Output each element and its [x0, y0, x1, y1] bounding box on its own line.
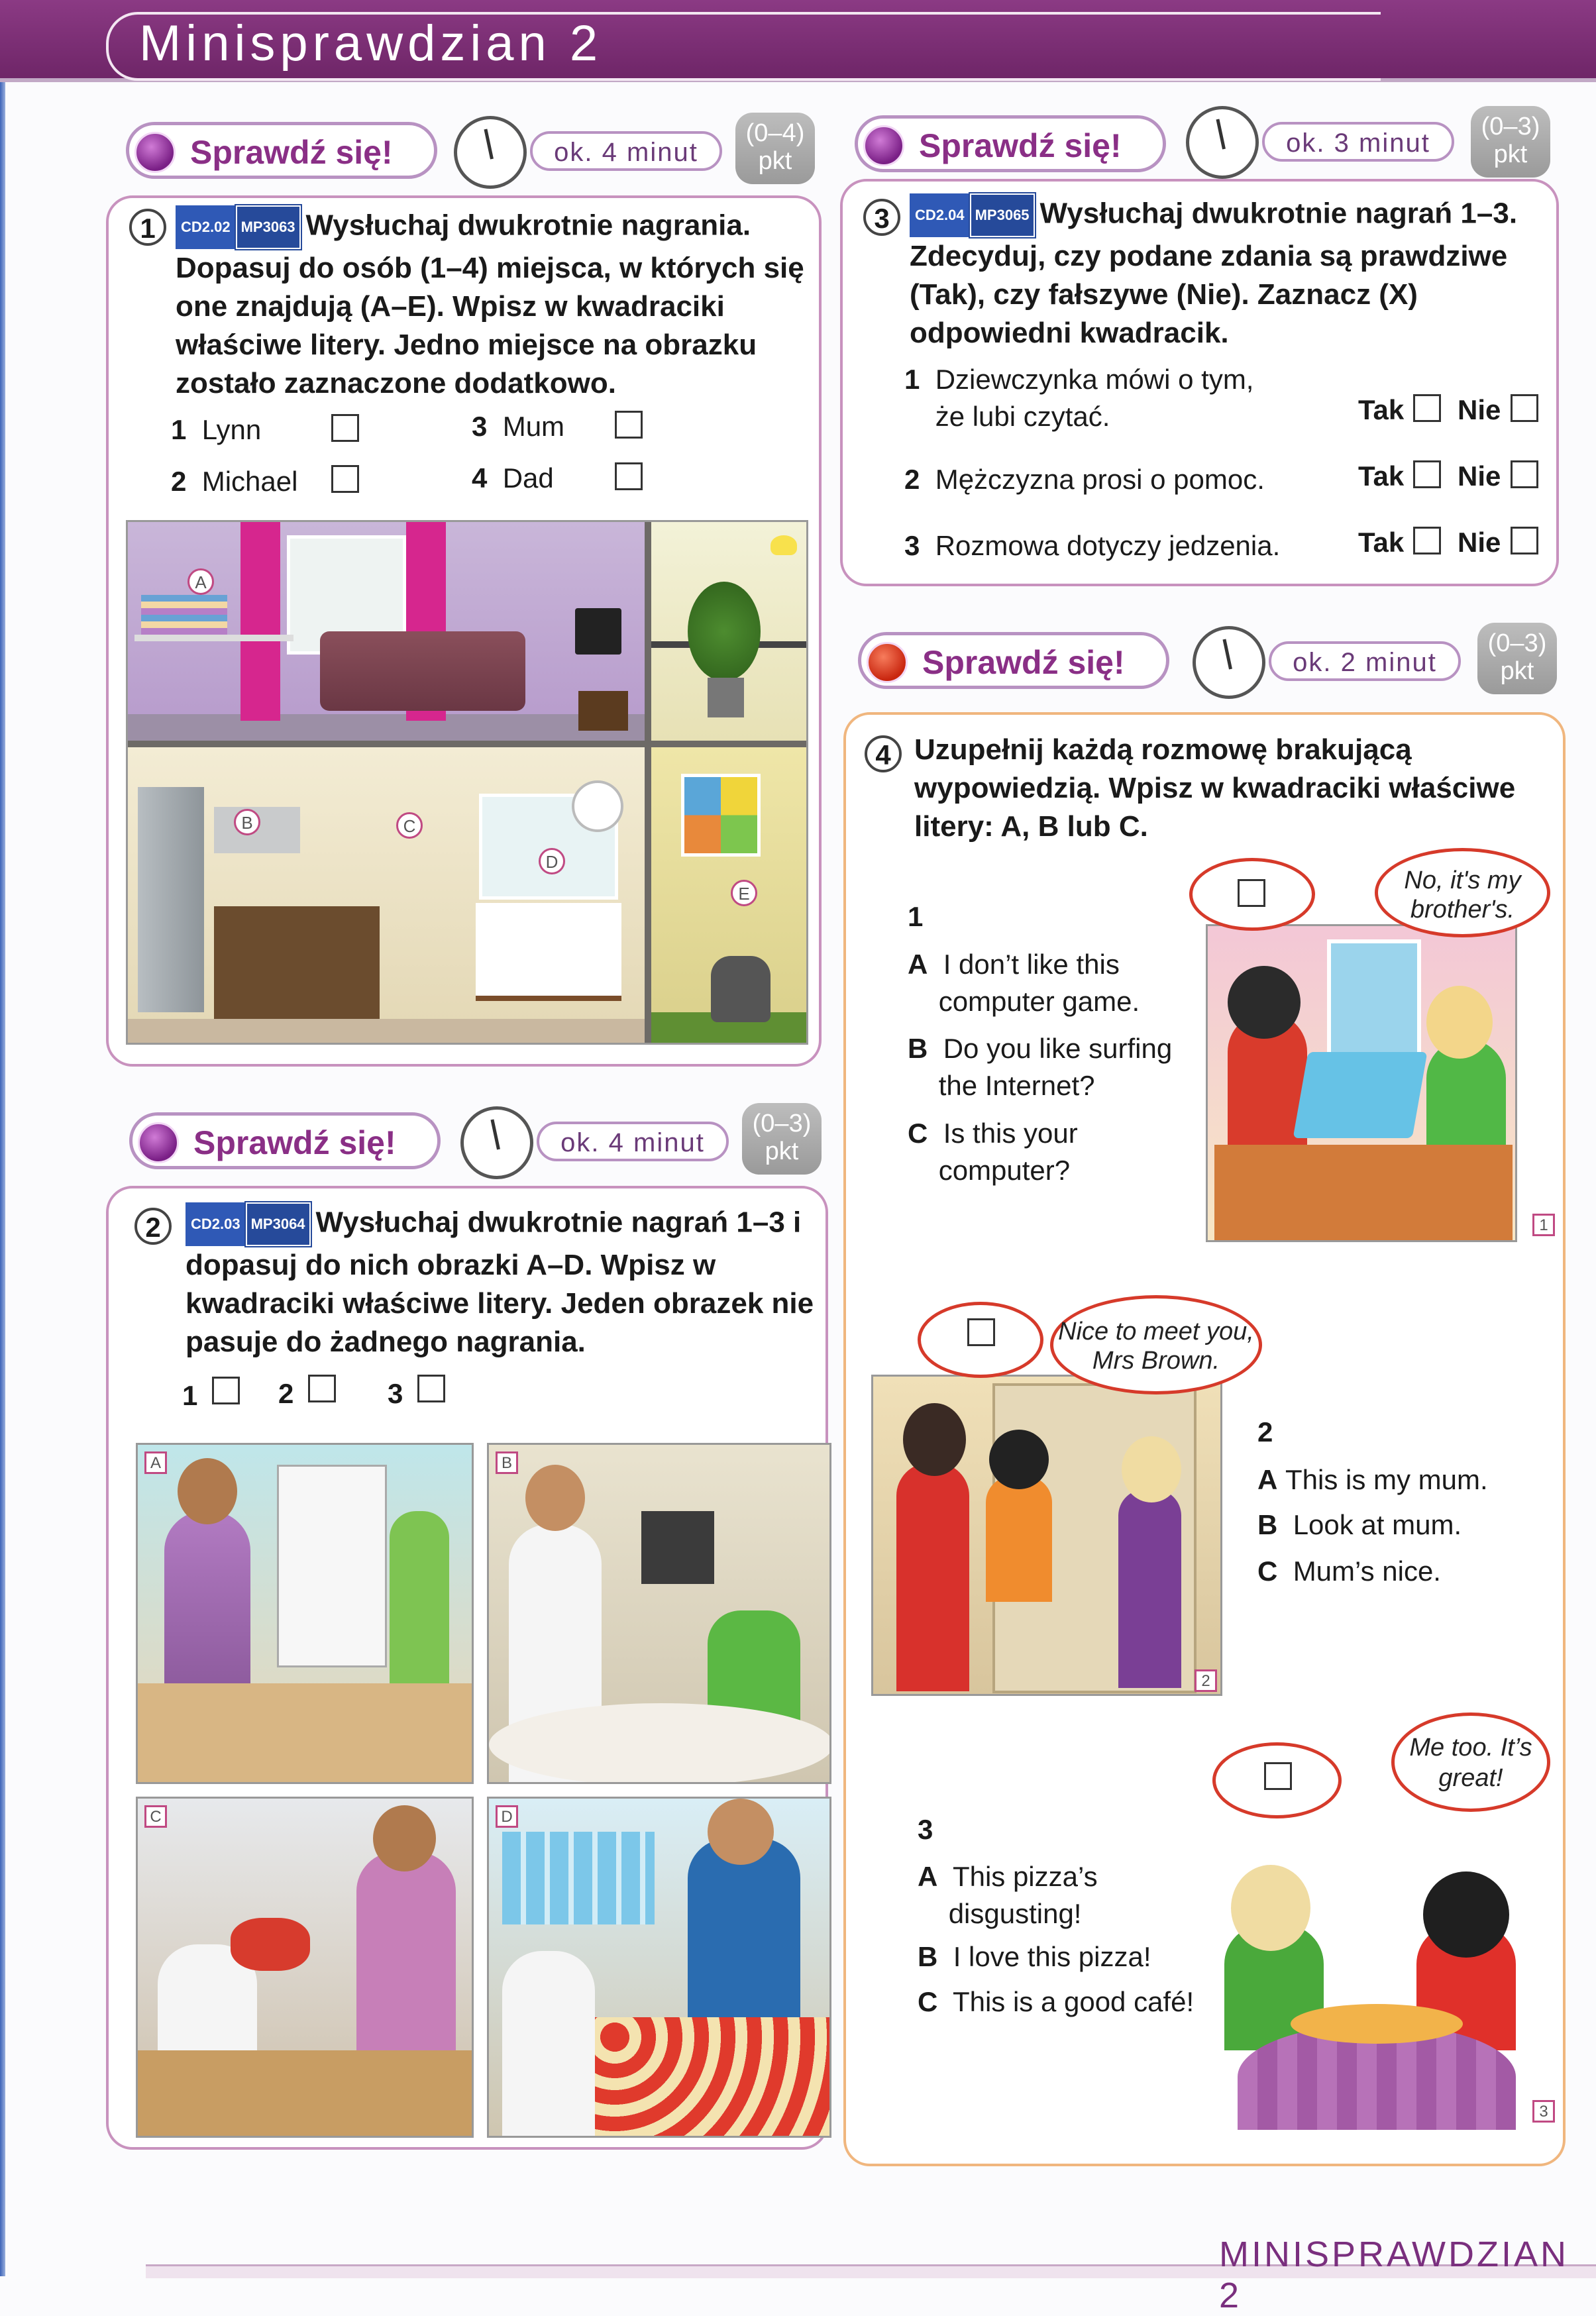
section-time: ok. 3 minut — [1262, 122, 1454, 162]
clock-icon — [454, 116, 527, 189]
yes-label: Tak — [1358, 394, 1405, 425]
house-picture — [126, 520, 808, 1045]
ex1-item-3: 3 Mum — [472, 411, 565, 442]
yes-label: Tak — [1358, 527, 1405, 558]
footer-title: MINISPRAWDZIAN 2 — [1219, 2235, 1569, 2315]
page-edge-stripe — [0, 0, 5, 2276]
girl — [986, 1476, 1052, 1602]
picture-label-E: E — [731, 880, 757, 906]
answer-checkbox[interactable] — [1264, 1762, 1292, 1790]
exercise-1-instruction: CD2.02 MP3063 Wysłuchaj dwukrotnie nagrania. Dopasuj do osób (1–4) miejsca, w których się one znajdują (A–E). Wpisz w kwadraciki właściwe litery. Jedno miejsce na obrazku zostało zaznaczone dodatkowo. — [176, 205, 805, 403]
exercise-4-instruction: Uzupełnij każdą rozmowę brakującą wypowiedzią. Wpisz w kwadraciki właściwe litery: A, B lub C. — [914, 733, 1516, 843]
ex2-picture-C: C — [136, 1797, 474, 2138]
speech-bubble: Nice to meet you, Mrs Brown. — [1050, 1295, 1262, 1395]
section-bar-ex1 — [126, 113, 822, 192]
picture-label-B: B — [234, 809, 260, 835]
dialogue-number: 3 — [918, 1814, 933, 1845]
section-bar-ex4 — [858, 623, 1567, 702]
no-label: Nie — [1458, 394, 1501, 425]
no-label: Nie — [1458, 527, 1501, 558]
picture-tag: 3 — [1532, 2100, 1555, 2123]
dialogue-2-picture — [871, 1375, 1222, 1696]
section-time: ok. 4 minut — [530, 131, 722, 171]
desk — [1214, 1145, 1513, 1242]
speech-bubble: Me too. It’s great! — [1391, 1712, 1550, 1812]
pizza — [1291, 2004, 1463, 2044]
clock-icon — [460, 1106, 533, 1179]
ex3-item-2: 2 Mężczyzna prosi o pomoc. — [904, 464, 1265, 495]
cd-track-icon: CD2.03 — [186, 1202, 246, 1246]
laundry-pile — [141, 595, 227, 635]
mp3-track-icon: MP3063 — [236, 205, 301, 249]
ex2-picture-B: B — [487, 1443, 831, 1784]
answer-checkbox[interactable] — [615, 411, 643, 439]
ex2-answer-1: 1 — [182, 1380, 198, 1411]
no-label: Nie — [1458, 460, 1501, 492]
section-label: Sprawdź się! — [919, 127, 1122, 164]
ex2-picture-D: D — [487, 1797, 831, 2138]
ex2-answer-2: 2 — [278, 1378, 294, 1409]
dialogue-number: 2 — [1257, 1416, 1273, 1448]
bullet-icon — [867, 642, 908, 683]
ex1-item-1: 1 Lynn — [171, 414, 262, 445]
wall-clock — [572, 780, 623, 832]
points-badge: (0–3) pkt — [1471, 106, 1550, 178]
dialogue-1-picture — [1206, 924, 1517, 1242]
yes-checkbox[interactable] — [1413, 394, 1441, 422]
no-checkbox[interactable] — [1511, 460, 1538, 488]
boy — [1118, 1489, 1181, 1688]
section-label: Sprawdź się! — [190, 134, 393, 171]
counter — [138, 2050, 474, 2138]
cupboards — [214, 906, 380, 1019]
mother — [896, 1463, 969, 1691]
plant — [688, 582, 761, 681]
picture-label-D: D — [539, 848, 565, 874]
lamp — [771, 535, 797, 555]
wall-picture — [681, 774, 761, 857]
yes-label: Tak — [1358, 460, 1405, 492]
yes-checkbox[interactable] — [1413, 527, 1441, 554]
answer-checkbox[interactable] — [417, 1375, 445, 1402]
picture-tag: 2 — [1195, 1669, 1217, 1692]
ex2-answer-3: 3 — [388, 1378, 403, 1409]
section-bar-ex2 — [129, 1103, 831, 1183]
dialogue-3-option-B: B I love this pizza! — [918, 1941, 1151, 1972]
exercise-3-instruction: CD2.04 MP3065 Wysłuchaj dwukrotnie nagrań 1–3. Zdecyduj, czy podane zdania są prawdziwe (Tak), czy fałszywe (Nie). Zaznacz (X) odpowiedni kwadracik. — [910, 193, 1546, 352]
coffee-machine — [641, 1511, 714, 1584]
table — [476, 903, 621, 1001]
exercise-number: 4 — [865, 735, 902, 772]
speech-bubble: No, it's my brother's. — [1375, 848, 1550, 937]
dialogue-1-option-B: B Do you like surfing the Internet? — [908, 1033, 1173, 1101]
food-display — [595, 2017, 831, 2138]
dialogue-number: 1 — [908, 901, 924, 932]
points-badge: (0–4) pkt — [735, 113, 815, 184]
sofa — [320, 631, 525, 711]
shelf — [578, 691, 628, 731]
cd-track-icon: CD2.04 — [910, 193, 970, 237]
no-checkbox[interactable] — [1511, 394, 1538, 422]
table — [489, 1703, 831, 1784]
exercise-number: 2 — [134, 1208, 172, 1245]
dialogue-3-picture — [1218, 1812, 1529, 2130]
answer-checkbox[interactable] — [1238, 879, 1265, 907]
no-checkbox[interactable] — [1511, 527, 1538, 554]
answer-checkbox[interactable] — [615, 462, 643, 490]
section-time: ok. 2 minut — [1269, 641, 1461, 681]
laptop — [1293, 1052, 1428, 1138]
fridge — [138, 787, 204, 1012]
counter — [138, 1683, 474, 1784]
answer-checkbox[interactable] — [308, 1375, 336, 1402]
picture-label-A: A — [187, 568, 214, 595]
dialogue-2-option-A: A This is my mum. — [1257, 1464, 1488, 1495]
answer-checkbox[interactable] — [212, 1377, 240, 1404]
mp3-track-icon: MP3064 — [246, 1202, 311, 1246]
picture-tag: 1 — [1532, 1214, 1555, 1236]
answer-checkbox[interactable] — [331, 465, 359, 493]
tomatoes — [231, 1918, 310, 1971]
dialogue-1-option-A: A I don’t like this computer game. — [908, 949, 1140, 1017]
answer-checkbox[interactable] — [331, 414, 359, 442]
bullet-icon — [863, 125, 904, 166]
mp3-track-icon: MP3065 — [970, 193, 1035, 237]
ex3-item-3: 3 Rozmowa dotyczy jedzenia. — [904, 530, 1281, 561]
exercise-number: 3 — [863, 199, 900, 236]
cd-track-icon: CD2.02 — [176, 205, 236, 249]
section-time: ok. 4 minut — [537, 1122, 729, 1161]
ironing-board — [134, 635, 293, 641]
clock-icon — [1186, 106, 1259, 179]
ex1-item-2: 2 Michael — [171, 466, 298, 497]
dialogue-1-option-C: C Is this your computer? — [908, 1118, 1078, 1186]
exercise-number: 1 — [129, 209, 166, 246]
ex3-item-1: 1 Dziewczynka mówi o tym, że lubi czytać. — [904, 364, 1254, 432]
page-title: Minisprawdzian 2 — [139, 15, 603, 72]
dialogue-2-option-B: B Look at mum. — [1257, 1509, 1462, 1540]
ex1-item-4: 4 Dad — [472, 462, 554, 494]
section-label: Sprawdź się! — [922, 644, 1125, 681]
section-bar-ex3 — [855, 106, 1564, 185]
tv — [575, 608, 621, 655]
water-bottles — [502, 1832, 655, 1924]
points-badge: (0–3) pkt — [742, 1103, 822, 1175]
yes-checkbox[interactable] — [1413, 460, 1441, 488]
answer-checkbox[interactable] — [967, 1318, 995, 1346]
window — [1327, 939, 1421, 1060]
exercise-2-instruction: CD2.03 MP3064 Wysłuchaj dwukrotnie nagrań 1–3 i dopasuj do nich obrazki A–D. Wpisz w kwadraciki właściwe litery. Jeden obrazek nie pasuje do żadnego nagrania. — [186, 1202, 822, 1361]
section-label: Sprawdź się! — [193, 1124, 396, 1161]
points-badge: (0–3) pkt — [1477, 623, 1557, 694]
bullet-icon — [134, 132, 176, 173]
fridge — [277, 1465, 387, 1667]
picture-label-C: C — [396, 812, 423, 839]
clock-icon — [1193, 626, 1265, 699]
dialogue-3-option-C: C This is a good café! — [918, 1986, 1195, 2017]
person — [390, 1511, 449, 1710]
bullet-icon — [138, 1122, 179, 1163]
dialogue-3-option-A: A This pizza’s disgusting! — [918, 1861, 1098, 1929]
ex2-picture-A: A — [136, 1443, 474, 1784]
person — [502, 1951, 595, 2138]
dialogue-2-option-C: C Mum’s nice. — [1257, 1555, 1441, 1587]
curtain — [240, 522, 280, 721]
vacuum-cleaner — [711, 956, 771, 1022]
